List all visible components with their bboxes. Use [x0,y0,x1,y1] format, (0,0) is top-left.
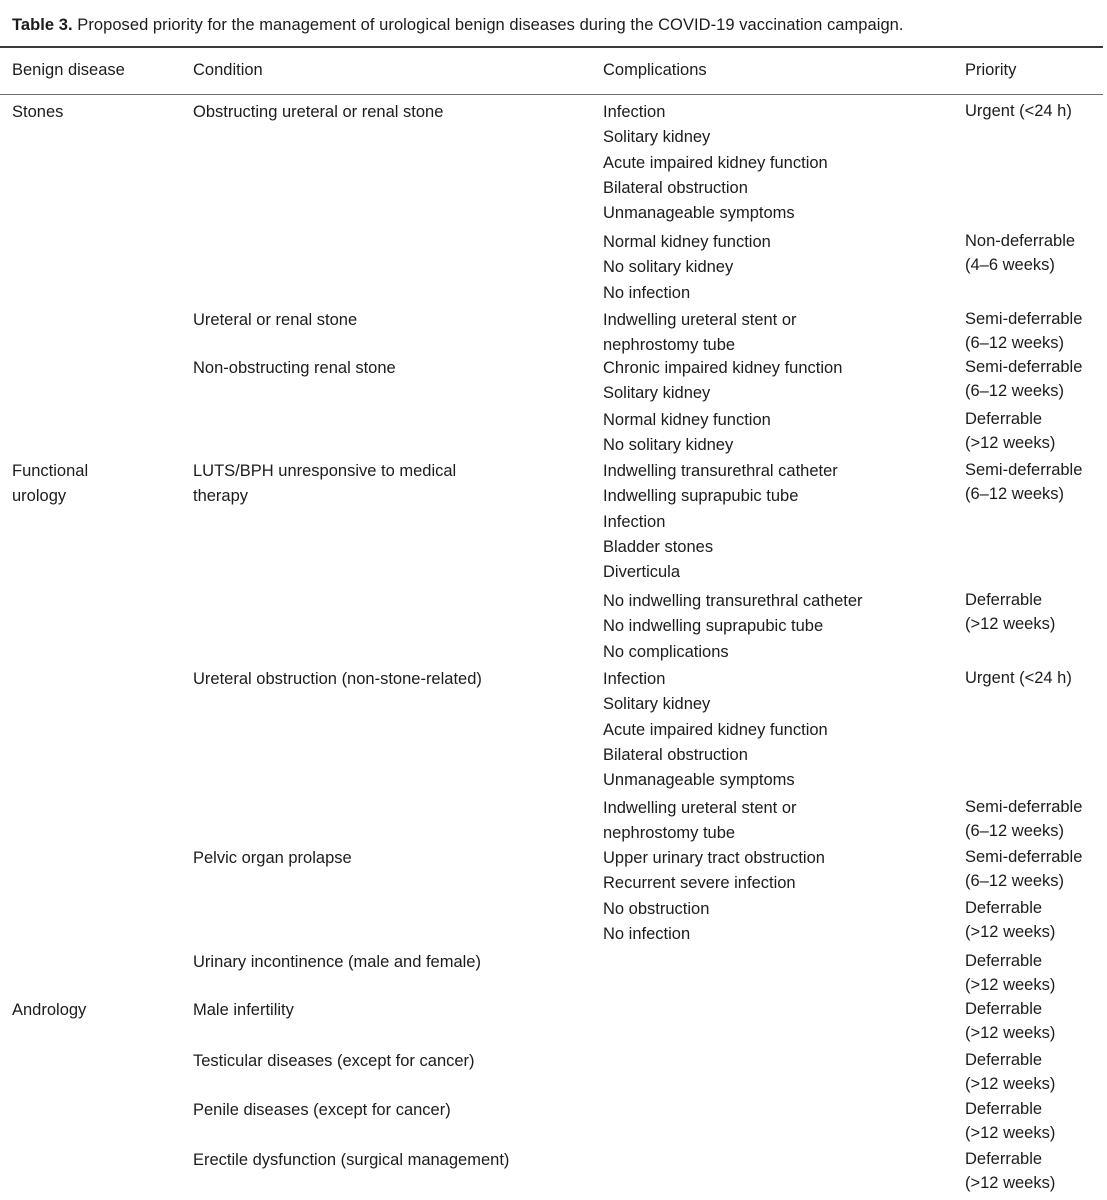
priority-cell [965,897,1055,944]
complications-cell-line: Unmanageable symptoms [603,204,795,223]
complications-cell-line: Bladder stones [603,537,714,556]
priority-cell [965,356,1082,403]
header-rule [0,94,1103,95]
complications-cell [603,408,771,459]
complications-cell [603,459,838,585]
priority-cell [965,100,1072,124]
complications-cell-line: Indwelling suprapubic tube [603,487,799,506]
priority-cell-line: Semi-deferrable [965,848,1083,866]
header-priority: Priority [965,61,1017,79]
priority-cell-line: (>12 weeks) [965,1074,1056,1093]
priority-cell-line: Semi-deferrable [965,798,1083,816]
complications-cell [603,356,842,407]
complications-cell [603,230,771,306]
condition-cell [193,846,352,871]
complications-cell-line: No solitary kidney [603,258,734,277]
priority-cell [965,998,1055,1045]
complications-cell-line: nephrostomy tube [603,336,736,355]
table-caption-text: Proposed priority for the management of urological benign diseases during the COVID-19 vaccination campaign. [77,16,904,34]
priority-cell-line: Semi-deferrable [965,461,1083,479]
complications-cell-line: Infection [603,103,666,121]
priority-cell [965,589,1055,636]
condition-cell [193,998,294,1023]
priority-cell-line: Deferrable [965,1051,1043,1069]
priority-cell-line: (>12 weeks) [965,975,1056,994]
condition-cell [193,1148,509,1173]
condition-cell-line: Ureteral or renal stone [193,311,358,329]
priority-cell-line: (>12 weeks) [965,1023,1056,1042]
complications-cell-line: No infection [603,283,691,302]
priority-cell-line: Deferrable [965,1150,1043,1168]
condition-cell-line: Non-obstructing renal stone [193,359,396,377]
condition-cell-line: Urinary incontinence (male and female) [193,953,481,971]
priority-cell [965,308,1082,355]
condition-cell-line: Obstructing ureteral or renal stone [193,103,444,121]
complications-cell-line: Bilateral obstruction [603,178,748,197]
condition-cell-line: Pelvic organ prolapse [193,849,352,867]
complications-cell-line: Recurrent severe infection [603,874,796,893]
priority-cell [965,950,1055,997]
priority-cell-line: Deferrable [965,1000,1043,1018]
complications-cell-line: Normal kidney function [603,233,771,251]
priority-cell [965,846,1082,893]
condition-cell [193,667,482,692]
benign-disease-cell-line: Andrology [12,1001,87,1019]
complications-cell-line: No complications [603,642,729,661]
condition-cell-line: Male infertility [193,1001,294,1019]
condition-cell-line: therapy [193,487,249,506]
complications-cell [603,589,863,665]
complications-cell-line: Acute impaired kidney function [603,153,828,172]
priority-cell-line: (6–12 weeks) [965,333,1065,352]
condition-cell [193,459,456,510]
priority-cell-line: Deferrable [965,952,1043,970]
condition-cell [193,356,396,381]
complications-cell-line: Upper urinary tract obstruction [603,849,825,867]
priority-cell-line: (>12 weeks) [965,1173,1056,1192]
priority-cell [965,408,1055,455]
complications-cell-line: Indwelling ureteral stent or [603,311,797,329]
priority-cell-line: (>12 weeks) [965,1123,1056,1142]
complications-cell-line: Infection [603,512,666,531]
complications-cell [603,308,797,359]
priority-cell-line: (>12 weeks) [965,922,1056,941]
complications-cell-line: Unmanageable symptoms [603,771,795,790]
header-benign-disease: Benign disease [12,61,125,79]
table-caption [12,16,904,35]
benign-disease-cell [12,100,63,125]
condition-cell-line: LUTS/BPH unresponsive to medical [193,462,457,480]
condition-cell-line: Testicular diseases (except for cancer) [193,1052,475,1070]
priority-cell [965,1148,1055,1195]
complications-cell-line: No infection [603,925,691,944]
priority-cell-line: Deferrable [965,591,1043,609]
priority-cell-line: (6–12 weeks) [965,381,1065,400]
complications-cell-line: Bilateral obstruction [603,745,748,764]
complications-cell-line: Infection [603,670,666,688]
priority-cell-line: (6–12 weeks) [965,871,1065,890]
complications-cell-line: No indwelling suprapubic tube [603,617,824,636]
benign-disease-cell-line: Functional [12,462,89,480]
priority-cell-line: Semi-deferrable [965,310,1083,328]
benign-disease-cell-line: Stones [12,103,64,121]
priority-cell-line: (6–12 weeks) [965,821,1065,840]
priority-cell [965,1049,1055,1096]
complications-cell-line: Solitary kidney [603,695,711,714]
condition-cell [193,1098,451,1123]
priority-cell-line: Non-deferrable [965,232,1076,250]
priority-cell-line: Deferrable [965,410,1043,428]
complications-cell [603,846,825,897]
priority-cell-line: Semi-deferrable [965,358,1083,376]
condition-cell-line: Erectile dysfunction (surgical management) [193,1151,510,1169]
complications-cell [603,796,797,847]
priority-cell-line: (>12 weeks) [965,614,1056,633]
condition-cell-line: Penile diseases (except for cancer) [193,1101,451,1119]
complications-cell-line: Solitary kidney [603,384,711,403]
priority-cell [965,230,1075,277]
priority-cell [965,459,1082,506]
header-complications: Complications [603,61,707,79]
benign-disease-cell [12,998,86,1023]
condition-cell [193,100,443,125]
table-top-rule [0,46,1103,48]
table-caption-label: Table 3. [12,16,73,34]
condition-cell [193,308,357,333]
priority-cell-line: Deferrable [965,899,1043,917]
priority-cell [965,796,1082,843]
complications-cell-line: Chronic impaired kidney function [603,359,843,377]
complications-cell-line: nephrostomy tube [603,824,736,843]
condition-cell [193,950,481,975]
priority-cell [965,667,1072,691]
priority-cell-line: Deferrable [965,1100,1043,1118]
benign-disease-cell [12,459,88,510]
complications-cell-line: No solitary kidney [603,436,734,455]
priority-cell-line: (>12 weeks) [965,433,1056,452]
priority-cell-line: Urgent (<24 h) [965,102,1072,120]
condition-cell [193,1049,475,1074]
complications-cell-line: Indwelling transurethral catheter [603,462,838,480]
priority-cell-line: (6–12 weeks) [965,484,1065,503]
condition-cell-line: Ureteral obstruction (non-stone-related) [193,670,482,688]
complications-cell-line: Solitary kidney [603,128,711,147]
complications-cell-line: No obstruction [603,900,710,918]
priority-cell-line: (4–6 weeks) [965,255,1055,274]
complications-cell-line: Acute impaired kidney function [603,720,828,739]
header-condition: Condition [193,61,263,79]
benign-disease-cell-line: urology [12,487,67,506]
complications-cell-line: No indwelling transurethral catheter [603,592,863,610]
priority-cell-line: Urgent (<24 h) [965,669,1072,687]
complications-cell-line: Normal kidney function [603,411,771,429]
priority-cell [965,1098,1055,1145]
complications-cell [603,897,709,948]
complications-cell [603,667,828,793]
complications-cell-line: Indwelling ureteral stent or [603,799,797,817]
complications-cell [603,100,828,226]
complications-cell-line: Diverticula [603,563,681,582]
